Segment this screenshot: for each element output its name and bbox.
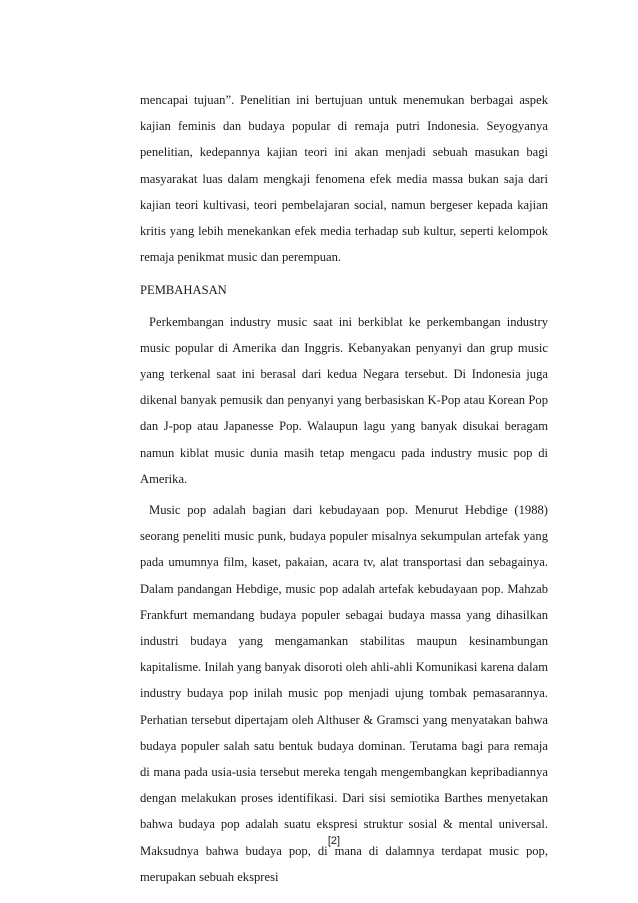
intro-paragraph: mencapai tujuan”. Penelitian ini bertujuan untuk menemukan berbagai aspek kajian feminis dan budaya popular di remaja putri Indonesia. Seyogyanya penelitian, kedepannya kajian teori ini akan menjadi sebuah masukan bagi masyarakat luas dalam mengkaji fenomena efek media massa bukan saja dari kajian teori kultivasi, teori pembelajaran social, namun bergeser kepada kajian kritis yang lebih menekankan efek media terhadap sub kultur, seperti kelompok remaja penikmat music dan perempuan. (140, 93, 548, 265)
page-number: [2] (327, 835, 341, 847)
section-heading: PEMBAHASAN (140, 283, 227, 298)
document-body (140, 87, 548, 890)
body-paragraph-1: Perkembangan industry music saat ini berkiblat ke perkembangan industry music popular di Amerika dan Inggris. Kebanyakan penyanyi dan grup music yang terkenal saat ini berasal dari kedua Negara tersebut. Di Indonesia juga dikenal banyak pemusik dan penyanyi yang berbasiskan K-Pop atau Korean Pop dan J-pop atau Japanesse Pop. Walaupun lagu yang banyak disukai beragam namun kiblat music dunia masih tetap mengacu pada industry music pop di Amerika. (140, 314, 548, 486)
body-paragraph-2: Music pop adalah bagian dari kebudayaan pop. Menurut Hebdige (1988) seorang peneliti music punk, budaya populer misalnya sekumpulan artefak yang pada umumnya film, kaset, pakaian, acara tv, alat transportasi dan sebagainya. Dalam pandangan Hebdige, music pop adalah artefak kebudayaan pop. Mahzab Frankfurt memandang budaya populer sebagai budaya massa yang dihasilkan industri budaya yang mengamankan stabilitas maupun kesinambungan kapitalisme. Inilah yang banyak disoroti oleh ahli-ahli Komunikasi karena dalam industry budaya pop inilah music pop menjadi ujung tombak pemasarannya. Perhatian tersebut dipertajam oleh Althuser & Gramsci yang menyatakan bahwa budaya populer salah satu bentuk budaya dominan. Terutama bagi para remaja di mana pada usia-usia tersebut mereka tengah mengembangkan kepribadiannya dengan melakukan proses identifikasi. Dari sisi semiotika Barthes menyetakan bahwa budaya pop adalah suatu ekspresi struktur sosial & mental universal. Maksudnya bahwa budaya pop, di mana di dalamnya terdapat music pop, merupakan sebuah ekspresi (140, 503, 548, 884)
